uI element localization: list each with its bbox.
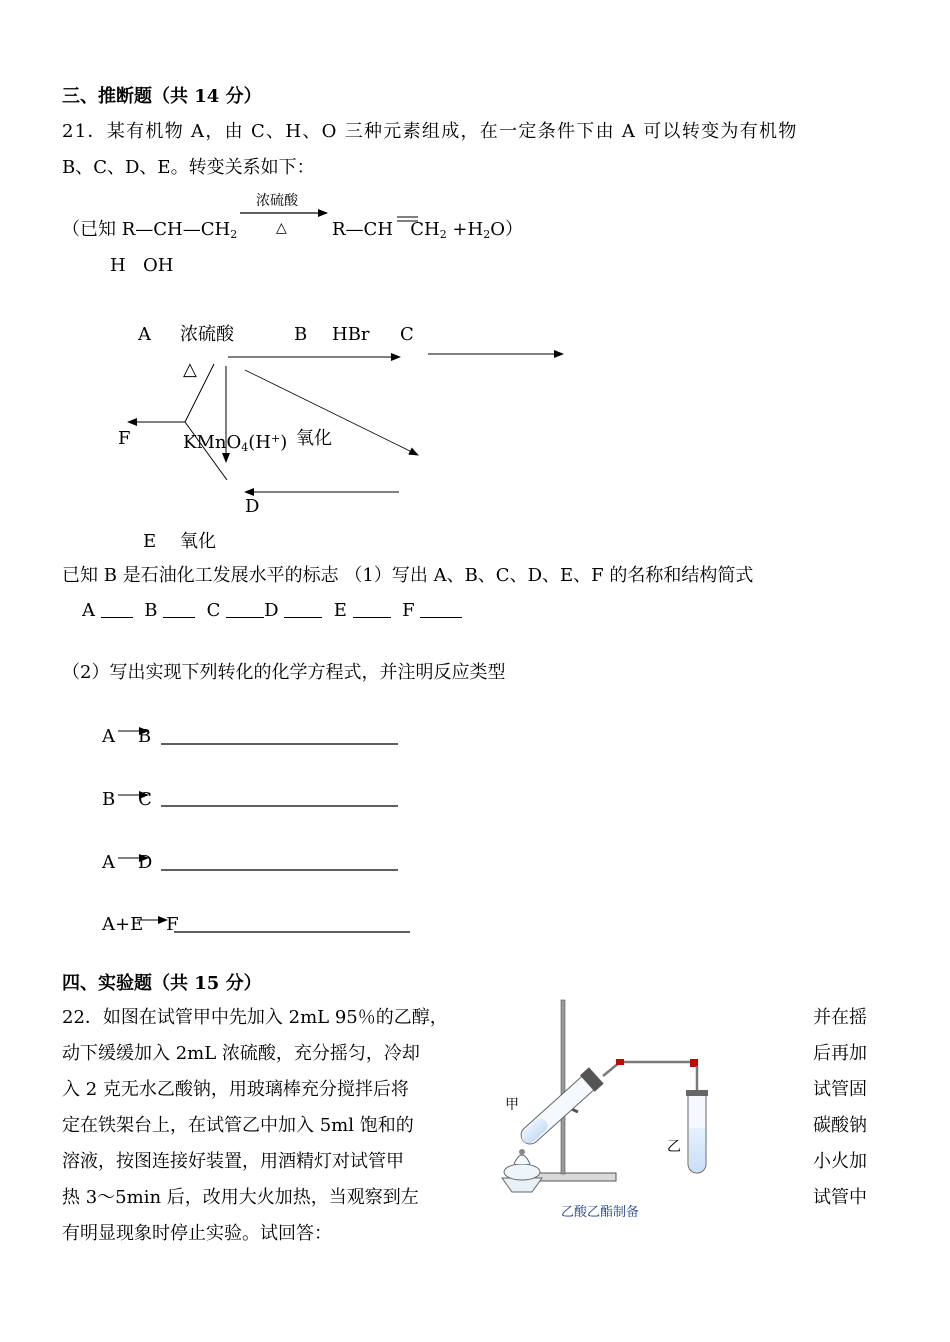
known-product-a: R—CH [332,219,394,240]
q22-line6: 热 3～5min 后，改用大火加热，当观察到左 [62,1187,419,1208]
part2-prompt: （2）写出实现下列转化的化学方程式，并注明反应类型 [62,662,506,683]
q22-right-1: 并在摇 [813,1007,867,1028]
conv2-to: C [138,789,152,810]
blank-label-D: D [264,600,279,621]
kmno4-sup: + [270,432,281,445]
q22-line1: 22．如图在试管甲中先加入 2mL 95％的乙醇， [62,1007,448,1028]
q22-line7: 有明显现象时停止实验。试回答： [62,1223,332,1244]
scheme-cond-acid: 浓硫酸 [180,324,234,345]
label-tube-yi: 乙 [667,1139,681,1155]
known-reactant-formula: R—CH—CH [121,219,231,240]
known-condition-bottom: △ [276,220,287,236]
joint-2 [690,1059,698,1067]
stand-base [530,1173,616,1181]
known-plus-water: +H [446,219,484,240]
q21-line1: 21．某有机物 A，由 C、H、O 三种元素组成，在一定条件下由 A 可以转变为有机物 [62,121,798,142]
q22-right-2: 后再加 [813,1043,867,1064]
scheme-HBr: HBr [332,324,370,345]
stand-rod [561,1000,565,1174]
section4-heading: 四、实验题（共 15 分） [62,973,262,994]
lamp-wick [519,1149,525,1155]
known-double-bond [397,217,418,221]
kmno4-end: ) [280,432,288,453]
scheme-E: E [143,531,157,552]
tube-jia [516,1067,604,1149]
blank-label-B: B [144,600,158,621]
conv4-to: F [166,914,179,935]
apparatus-figure [502,1000,708,1192]
blank-label-F: F [402,600,415,621]
known-h-label: H [110,255,126,276]
tube-yi-mouth [686,1090,708,1096]
known-reactant-sub: 2 [230,228,238,241]
scheme-arrow-E-line [185,422,227,480]
scheme-oxidation2: 氧化 [180,531,216,552]
kmno4-h: (H [248,432,271,453]
scheme-arrow-A-F [128,364,214,422]
known-oh-label: OH [143,255,174,276]
known-condition-top: 浓硫酸 [256,193,298,209]
known-water-sub: 2 [483,228,491,241]
q22-right-3: 试管固 [813,1079,867,1100]
label-tube-jia: 甲 [505,1097,519,1113]
section3-heading: 三、推断题（共 14 分） [62,86,262,107]
scheme-oxidation1: 氧化 [296,428,332,449]
conv2-from: B [102,789,116,810]
scheme-C: C [400,324,414,345]
lamp-cap [514,1155,530,1164]
given-line: 已知 B 是石油化工发展水平的标志 （1）写出 A、B、C、D、E、F 的名称和结构简式 [62,565,754,586]
conv3-to: D [137,852,153,873]
q22-line3: 入 2 克无水乙酸钠，用玻璃棒充分搅拌后将 [62,1079,409,1100]
known-product-b-sub: 2 [439,228,447,241]
tube-yi-liquid [689,1128,705,1172]
q22-right-6: 试管中 [813,1187,867,1208]
kmno4-text: KMnO [183,432,242,453]
q22-right-5: 小火加 [813,1151,867,1172]
scheme-arrow-A-D [245,370,418,455]
conv3-from: A [102,852,115,873]
scheme-D: D [245,496,260,517]
kmno4-sub: 4 [241,441,249,454]
scheme-F: F [118,428,131,449]
known-water-end: O） [490,219,523,240]
conv1-from: A [102,726,115,747]
q22-line2: 动下缓缓加入 2mL 浓硫酸，充分摇匀，冷却 [62,1043,420,1064]
lamp-body [504,1164,540,1180]
blank-label-E: E [333,600,347,621]
blank-label-A: A [82,600,95,621]
scheme-A: A [138,324,151,345]
scheme-B: B [294,324,308,345]
q21-line2: B、C、D、E。转变关系如下： [62,157,315,178]
conv1-to: B [137,726,152,747]
known-product-b: CH [410,219,440,240]
q22-line4: 定在铁架台上，在试管乙中加入 5ml 饱和的 [62,1115,414,1136]
q22-line5: 溶液，按图连接好装置，用酒精灯对试管甲 [62,1151,404,1172]
joint-1 [616,1059,624,1065]
blank-label-C: C [206,600,221,621]
q22-right-4: 碳酸钠 [813,1115,867,1136]
figure-caption: 乙酸乙酯制备 [561,1205,640,1220]
conv4-from: A+E [102,914,144,935]
scheme-delta: △ [183,359,197,380]
known-open: （已知 [62,219,116,240]
